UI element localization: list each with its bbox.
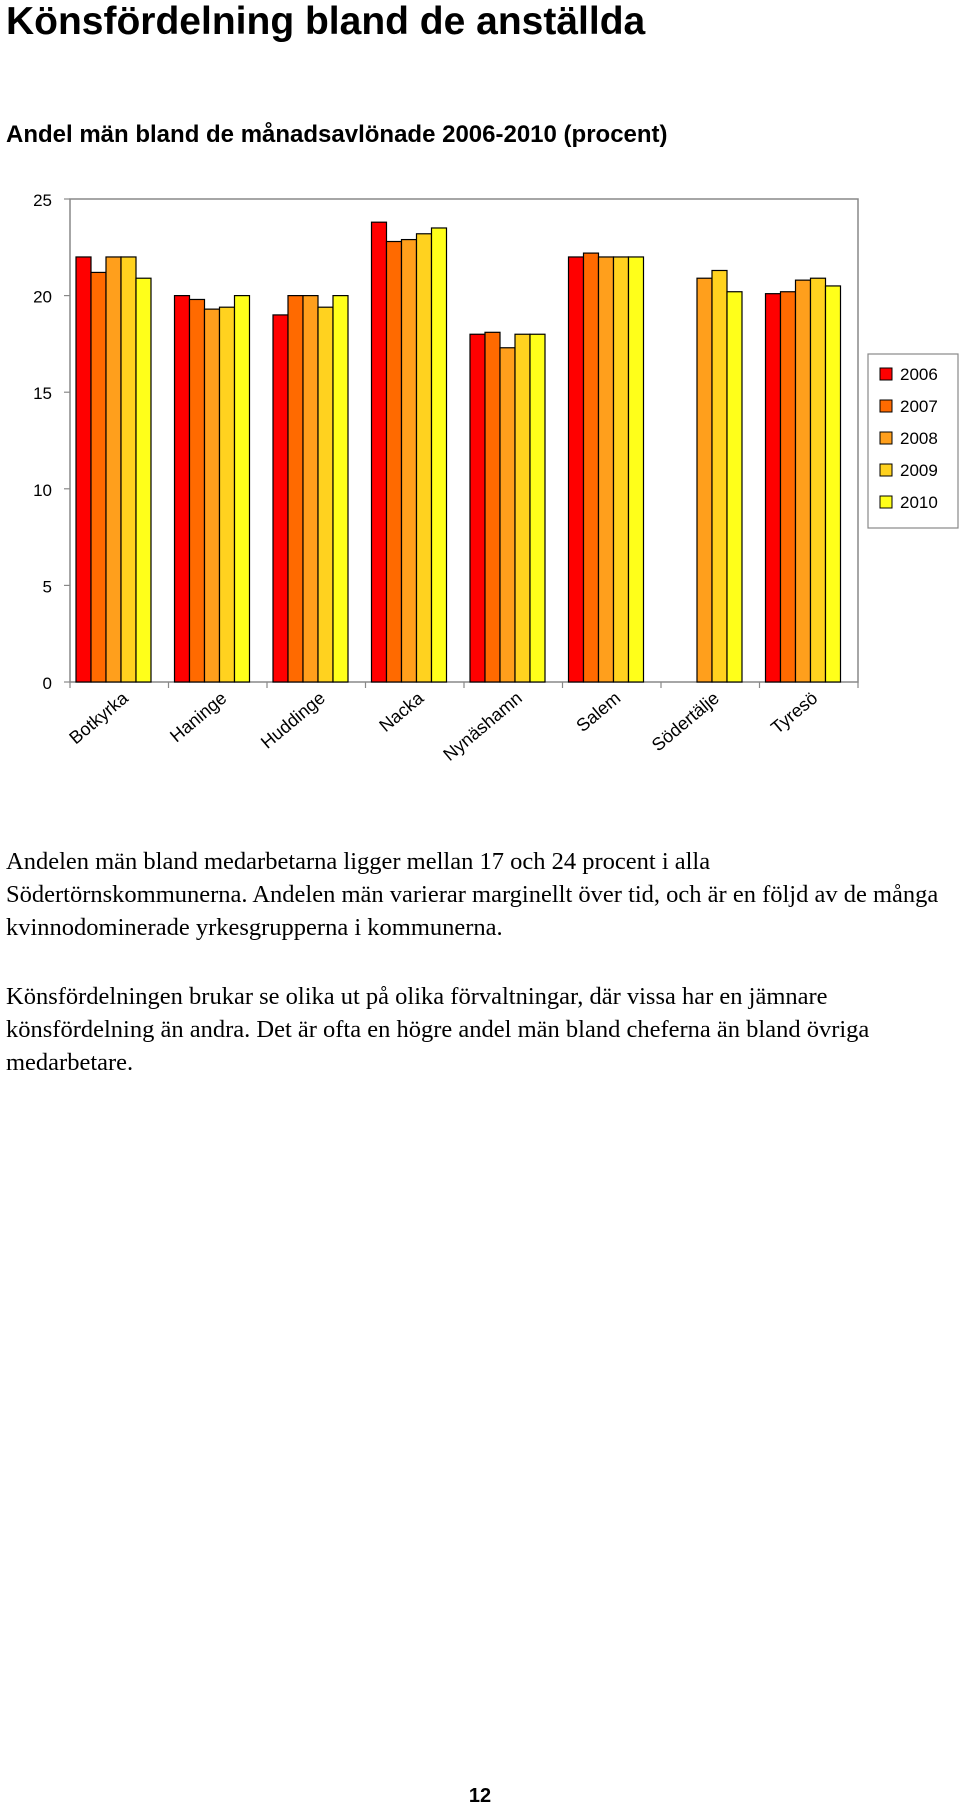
bar-Botkyrka-2008 [106,257,121,682]
legend-label: 2007 [900,397,938,416]
bar-Botkyrka-2010 [136,278,151,682]
x-tick-label: Salem [572,687,625,736]
bar-Tyresö-2008 [796,280,811,682]
bar-Haninge-2008 [205,309,220,682]
bar-Södertälje-2008 [697,278,712,682]
bar-Botkyrka-2009 [121,257,136,682]
legend-label: 2008 [900,429,938,448]
x-tick-label: Botkyrka [65,687,132,749]
legend-label: 2009 [900,461,938,480]
chart-title: Andel män bland de månadsavlönade 2006-2010 (procent) [6,121,668,148]
x-tick-label: Haninge [166,687,231,747]
bar-Haninge-2006 [175,296,190,682]
bar-Huddinge-2006 [273,315,288,682]
bar-Tyresö-2009 [811,278,826,682]
bar-Nynäshamn-2009 [515,334,530,682]
legend-label: 2006 [900,365,938,384]
bar-Haninge-2010 [235,296,250,682]
y-tick-label: 25 [33,191,52,210]
legend-swatch [880,368,892,380]
legend-swatch [880,496,892,508]
bar-Nacka-2007 [387,242,402,682]
bar-Nacka-2009 [417,234,432,682]
bar-Botkyrka-2006 [76,257,91,682]
page-number: 12 [468,1785,492,1807]
bar-Nynäshamn-2006 [470,334,485,682]
bar-Haninge-2009 [220,307,235,682]
bar-chart [0,0,960,840]
x-tick-label: Huddinge [256,687,329,753]
y-tick-label: 10 [33,480,52,500]
bar-Nynäshamn-2007 [485,332,500,682]
legend-swatch [880,432,892,444]
y-tick-label: 20 [33,287,52,307]
bar-Huddinge-2008 [303,296,318,682]
bar-Tyresö-2007 [781,292,796,682]
bar-Salem-2010 [629,257,644,682]
legend-swatch [880,464,892,476]
x-tick-label: Södertälje [647,687,723,756]
bar-Nynäshamn-2008 [500,348,515,682]
bar-Tyresö-2010 [826,286,841,682]
bar-Botkyrka-2007 [91,272,106,682]
bar-Nacka-2008 [402,240,417,682]
x-tick-label: Nynäshamn [439,687,526,765]
legend [868,354,958,528]
paragraph-gender-share: Andelen män bland medarbetarna ligger mellan 17 och 24 procent i alla Södertörnskommunerna. Andelen män varierar marginellt över tid, och är en följd av de många kvinnodominerade yrkesgrupperna i kommunerna. [6,848,939,941]
y-tick-label: 15 [33,384,52,404]
x-tick-label: Nacka [375,687,428,736]
paragraph-gender-distribution: Könsfördelningen brukar se olika ut på olika förvaltningar, där vissa har en jämnare könsfördelning än andra. Det är ofta en högre andel män bland cheferna än bland övriga medarbetare. [6,983,870,1076]
plot-area [33,191,858,765]
bar-Huddinge-2010 [333,296,348,682]
bar-Tyresö-2006 [766,294,781,682]
y-tick-label: 0 [42,674,52,693]
bar-Södertälje-2009 [712,270,727,682]
bar-Nynäshamn-2010 [530,334,545,682]
bar-Nacka-2006 [372,222,387,682]
bar-Salem-2008 [599,257,614,682]
x-tick-label: Tyresö [767,687,822,738]
legend-label: 2010 [900,493,938,512]
bar-Huddinge-2007 [288,296,303,682]
legend-swatch [880,400,892,412]
bar-Haninge-2007 [190,299,205,682]
y-tick-label: 5 [42,577,52,597]
bar-Salem-2006 [569,257,584,682]
bar-Salem-2007 [584,253,599,682]
bar-Huddinge-2009 [318,307,333,682]
bar-Salem-2009 [614,257,629,682]
bar-Södertälje-2010 [727,292,742,682]
bar-Nacka-2010 [432,228,447,682]
page-title: Könsfördelning bland de anställda [6,0,646,43]
